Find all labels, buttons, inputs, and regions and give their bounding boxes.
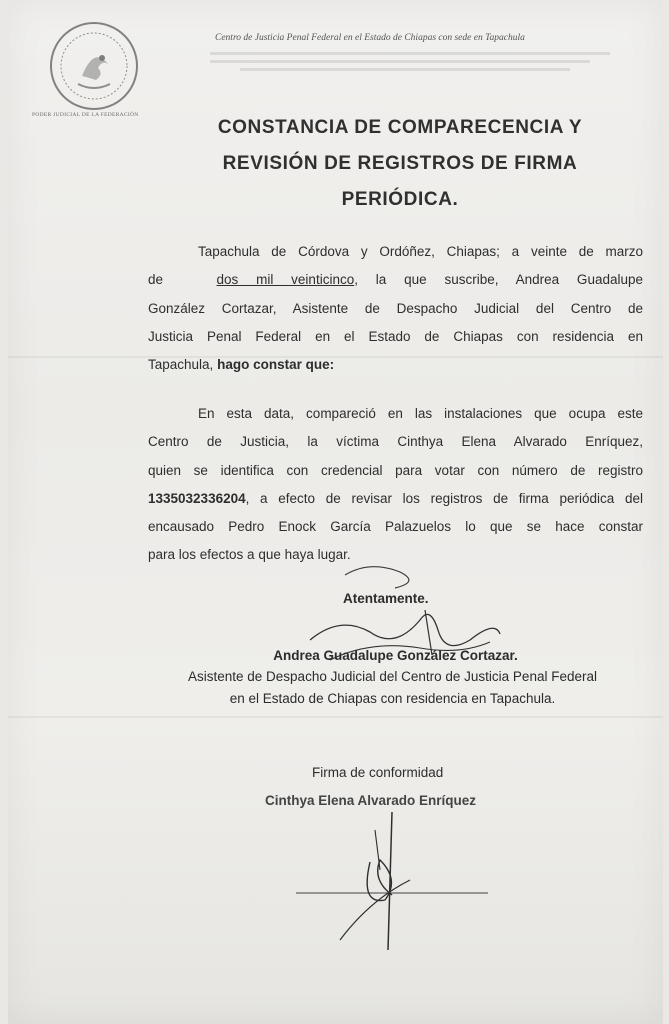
paragraph-line: encausado Pedro Enock García Palazuelos lo que se hace constar (148, 519, 643, 535)
text-fragment: , a efecto de revisar los registros de firma periódica del (245, 490, 643, 506)
text-fragment: Tapachula, (148, 357, 214, 373)
paragraph-line: González Cortazar, Asistente de Despacho Judicial del Centro de (148, 300, 643, 316)
title-line: CONSTANCIA DE COMPARECENCIA Y (217, 117, 583, 138)
paragraph-line: Justicia Penal Federal en el Estado de Chiapas con residencia en (148, 328, 643, 344)
title-line: REVISIÓN DE REGISTROS DE FIRMA (222, 153, 578, 174)
date-underlined: dos mil veinticinco (216, 272, 355, 288)
paragraph-line: quien se identifica con credencial para votar con número de registro (148, 462, 643, 478)
signer-role-line: en el Estado de Chiapas con residencia en Tapachula. (229, 691, 556, 706)
registration-number: 1335032336204 (148, 490, 246, 506)
seal-caption: PODER JUDICIAL DE LA FEDERACIÓN (32, 112, 139, 118)
paragraph-line: En esta data, compareció en las instalaciones que ocupa este (198, 406, 643, 421)
signer-name: Andrea Guadalupe González Cortazar. (273, 648, 518, 663)
paragraph-line: Tapachula de Córdova y Ordóñez, Chiapas; a veinte de marzo (198, 244, 643, 259)
issuing-office-header: Centro de Justicia Penal Federal en el Estado de Chiapas con sede en Tapachula (215, 33, 525, 43)
text-fragment: de (148, 272, 164, 288)
conformity-label: Firma de conformidad (312, 765, 444, 780)
hago-constar: hago constar que: (217, 357, 335, 373)
text-fragment: , la que suscribe, Andrea Guadalupe (354, 272, 643, 288)
signer-role-line: Asistente de Despacho Judicial del Centro de Justicia Penal Federal (188, 669, 597, 684)
title-line: PERIÓDICA. (341, 189, 459, 210)
paragraph-line: Centro de Justicia, la víctima Cinthya Elena Alvarado Enríquez, (148, 434, 643, 450)
conformity-name: Cinthya Elena Alvarado Enríquez (265, 793, 477, 808)
closing-salutation: Atentamente. (343, 591, 429, 606)
paragraph-line: para los efectos a que haya lugar. (148, 547, 351, 563)
